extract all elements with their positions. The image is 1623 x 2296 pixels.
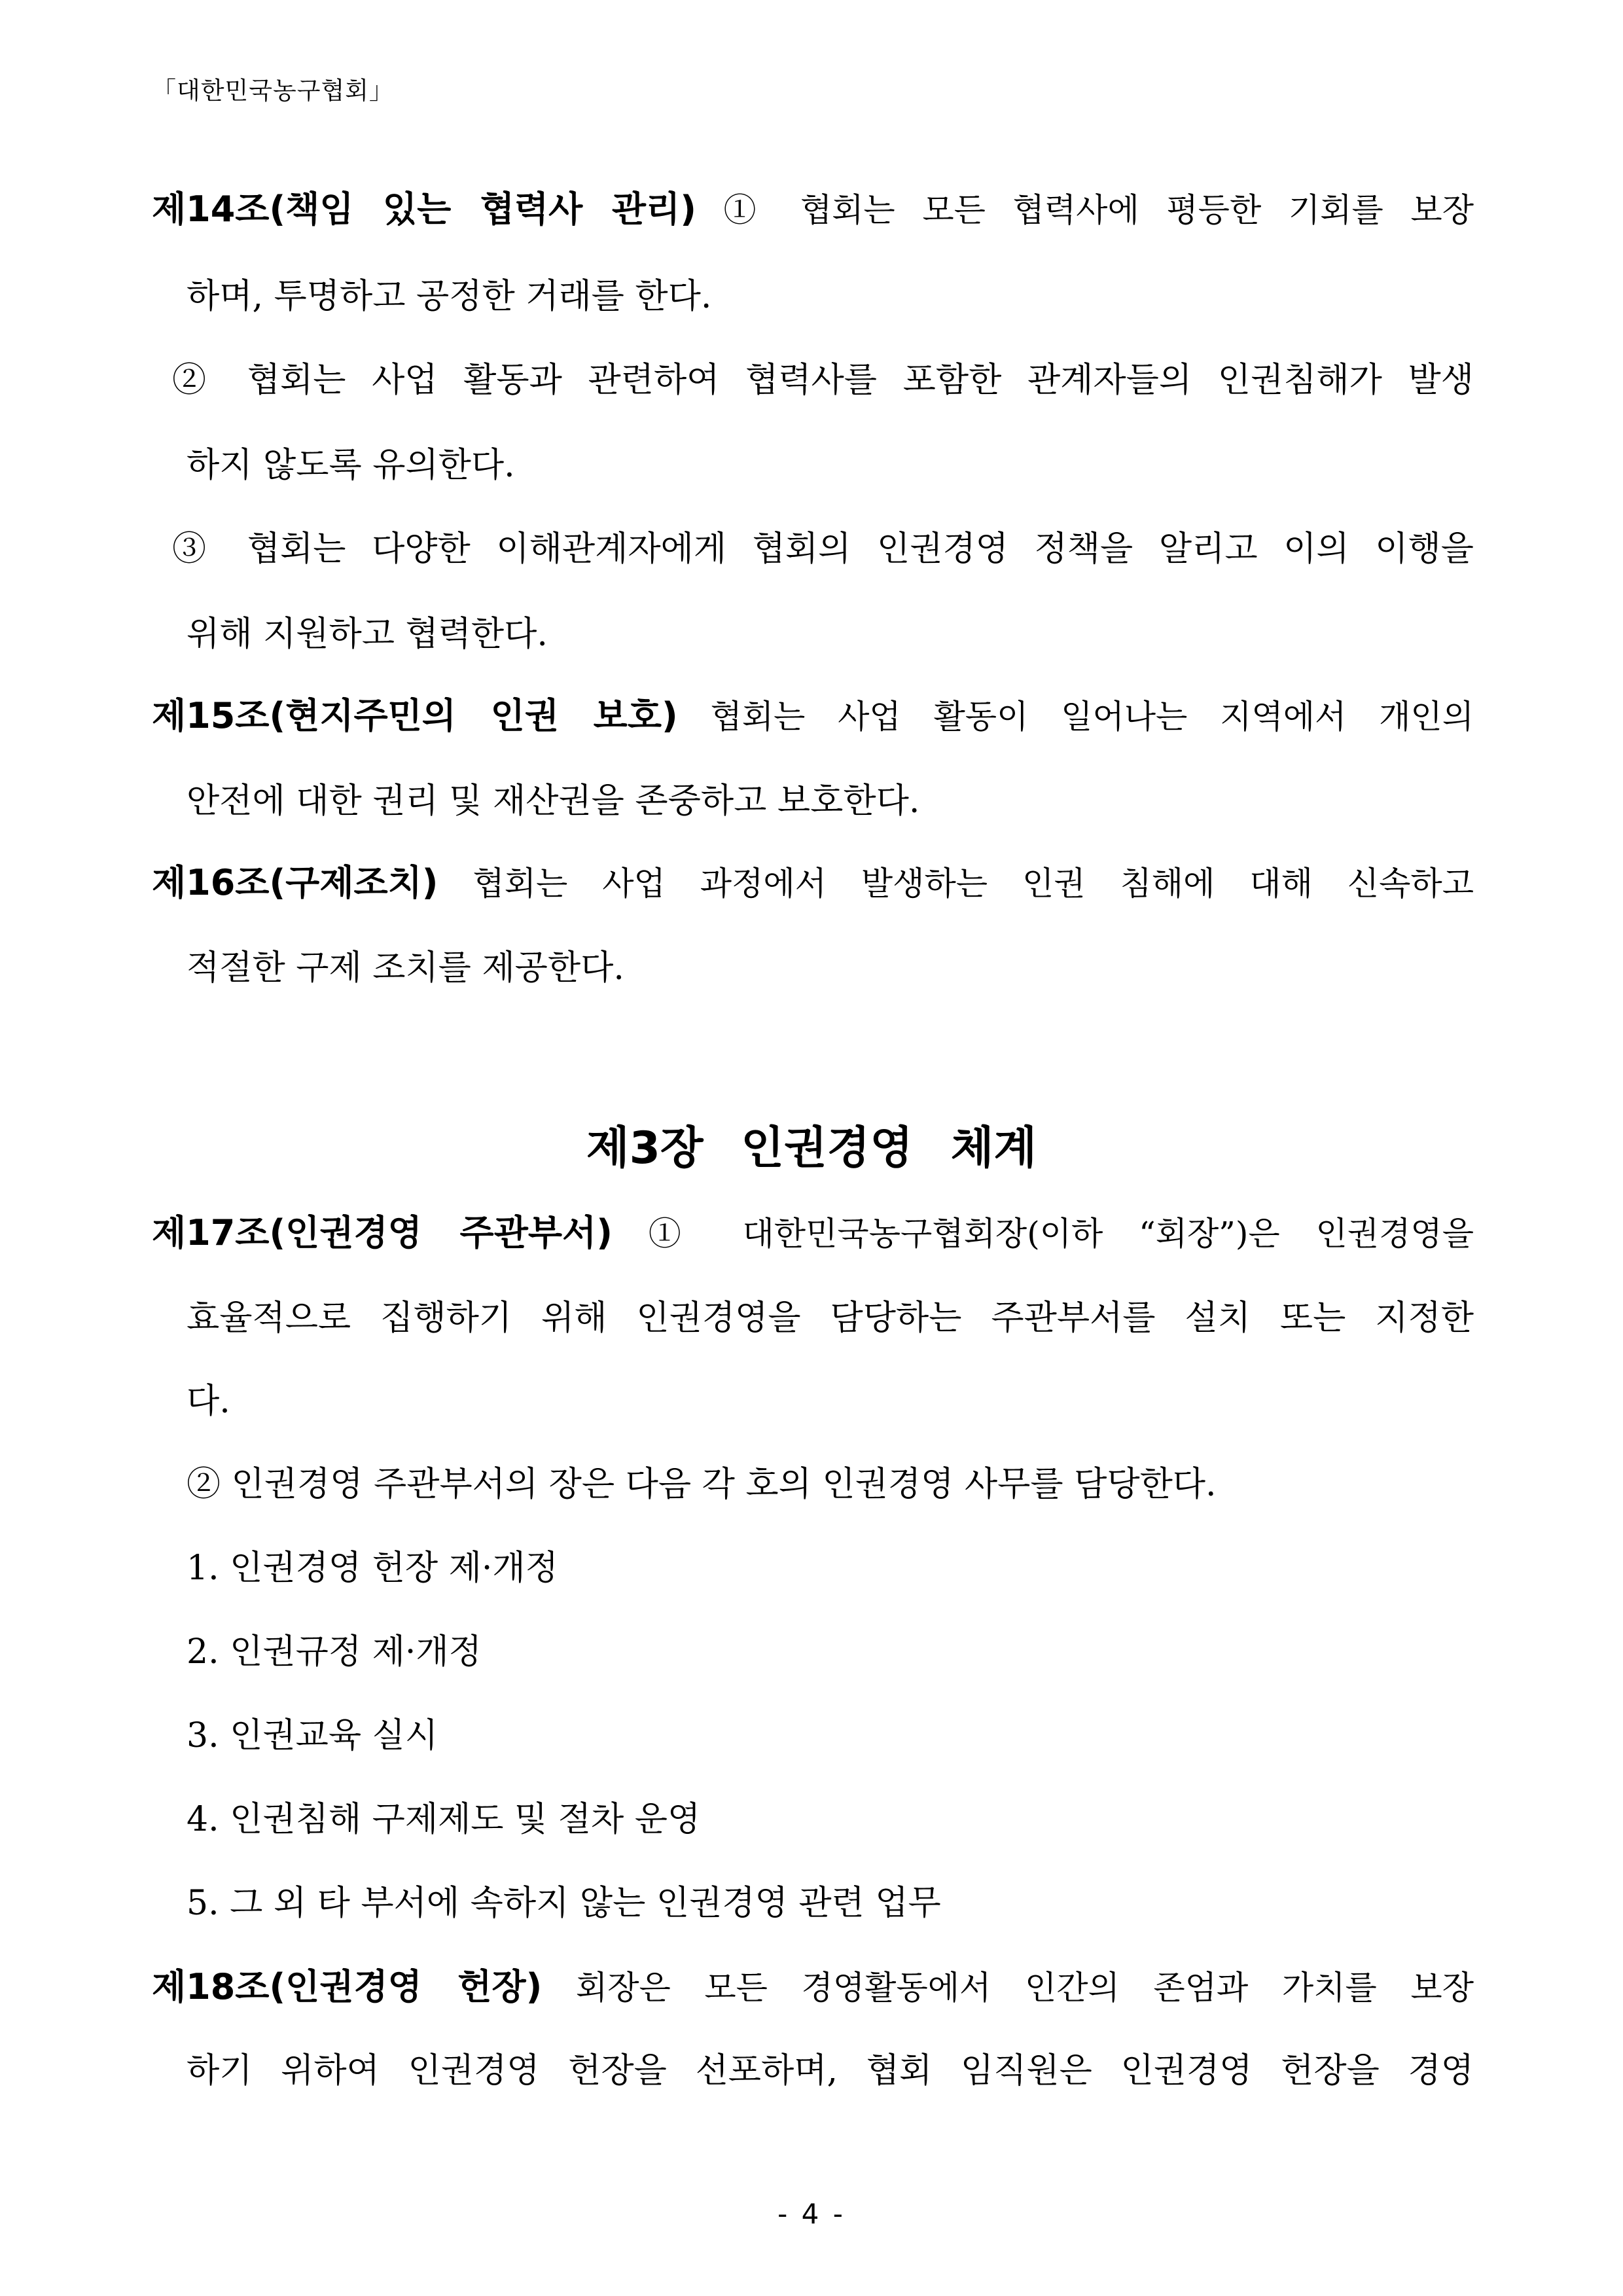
list-item: 5. 그 외 타 부서에 속하지 않는 인권경영 관련 업무	[187, 1884, 941, 1923]
list-item: 2. 인권규정 제·개정	[187, 1632, 482, 1672]
list-item: 3. 인권교육 실시	[187, 1716, 438, 1755]
article-17-line-1	[152, 1210, 1474, 1257]
article-text: 협회는 사업 과정에서 발생하는 인권 침해에 대해 신속하고	[438, 865, 1474, 903]
chapter-title: 제3장 인권경영 체계	[586, 1122, 1037, 1174]
document-header: 「대한민국농구협회」	[152, 77, 394, 105]
article-14-line-1	[152, 186, 1474, 234]
article-heading: 제15조(현지주민의 인권 보호)	[152, 695, 678, 736]
text-line: 위해 지원하고 협력한다.	[187, 615, 548, 654]
article-heading: 제14조(책임 있는 협력사 관리)	[152, 188, 696, 230]
article-16-line-1	[152, 859, 1474, 907]
article-heading: 제16조(구제조치)	[152, 862, 438, 903]
article-18-line-1	[152, 1964, 1474, 2011]
article-text: 회장은 모든 경영활동에서 인간의 존엄과 가치를 보장	[542, 1969, 1474, 2007]
article-text: ① 대한민국농구협회장(이하 “회장”)은 인권경영을	[612, 1215, 1474, 1253]
text-line: ② 인권경영 주관부서의 장은 다음 각 호의 인권경영 사무를 담당한다.	[187, 1465, 1217, 1504]
text-line: 다.	[187, 1382, 230, 1421]
text-line: 안전에 대한 권리 및 재산권을 존중하고 보호한다.	[187, 781, 920, 821]
text-line: ③ 협회는 다양한 이해관계자에게 협회의 인권경영 정책을 알리고 이의 이행을	[172, 529, 1474, 569]
article-text: ① 협회는 모든 협력사에 평등한 기회를 보장	[696, 191, 1474, 229]
text-line: 적절한 구제 조치를 제공한다.	[187, 948, 624, 988]
article-heading: 제17조(인권경영 주관부서)	[152, 1212, 613, 1253]
list-item: 4. 인권침해 구제제도 및 절차 운영	[187, 1800, 701, 1839]
page-number: - 4 -	[777, 2198, 846, 2230]
text-line: 효율적으로 집행하기 위해 인권경영을 담당하는 주관부서를 설치 또는 지정한	[187, 1299, 1474, 1338]
article-15-line-1	[152, 692, 1474, 740]
text-line: ② 협회는 사업 활동과 관련하여 협력사를 포함한 관계자들의 인권침해가 발생	[172, 361, 1474, 400]
text-line: 하며, 투명하고 공정한 거래를 한다.	[187, 277, 712, 316]
list-item: 1. 인권경영 헌장 제·개정	[187, 1549, 558, 1588]
text-line: 하기 위하여 인권경영 헌장을 선포하며, 협회 임직원은 인권경영 헌장을 경영	[187, 2051, 1474, 2090]
text-line: 하지 않도록 유의한다.	[187, 446, 515, 485]
article-heading: 제18조(인권경영 헌장)	[152, 1966, 543, 2007]
article-text: 협회는 사업 활동이 일어나는 지역에서 개인의	[677, 698, 1474, 736]
